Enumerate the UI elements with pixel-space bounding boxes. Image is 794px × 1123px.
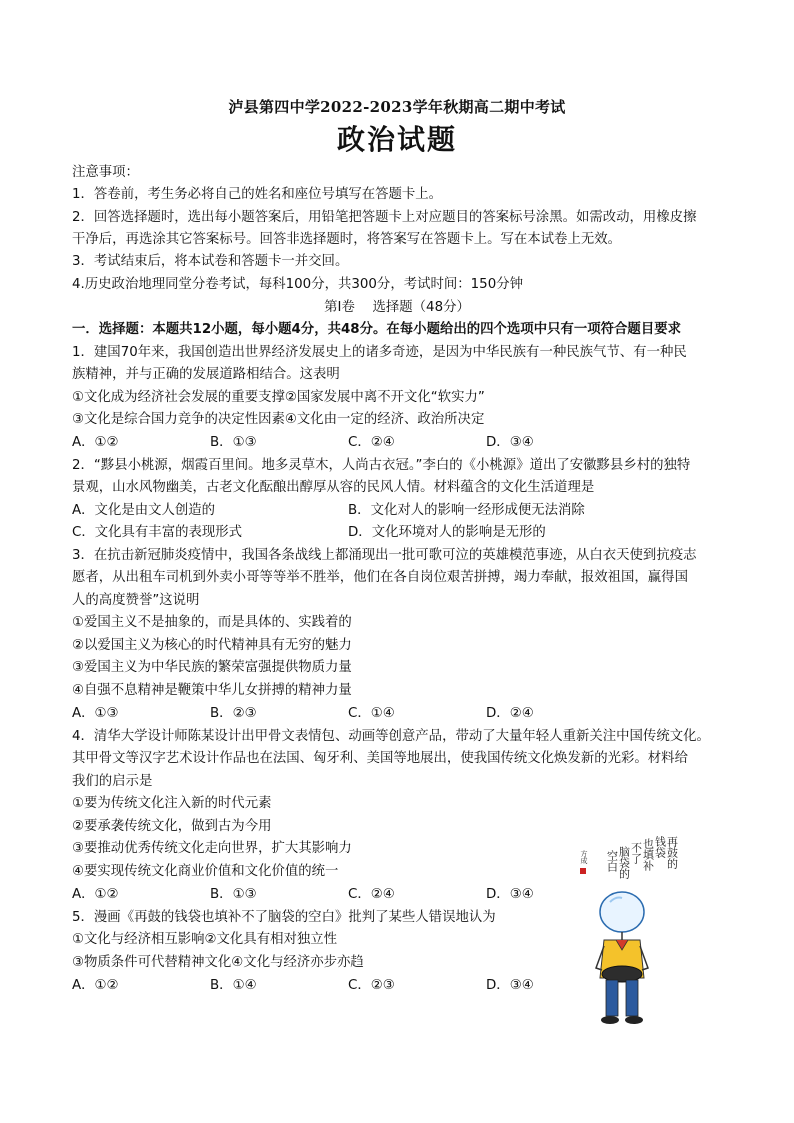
question-3-option-a: A．①③ <box>72 706 119 721</box>
question-5-statement: ③物质条件可代替精神文化④文化与经济亦步亦趋 <box>72 955 364 970</box>
question-5-option-c: C．②③ <box>348 978 395 993</box>
left-shoe <box>601 1016 619 1024</box>
cartoon-caption-column: 不了 <box>629 842 643 864</box>
question-5-option-b: B．①④ <box>210 978 257 993</box>
note-item: 4.历史政治地理同堂分卷考试，每科100分，共300分，考试时间：150分钟 <box>72 277 523 292</box>
money-bag <box>602 966 642 982</box>
question-4-statement: ①要为传统文化注入新的时代元素 <box>72 796 272 811</box>
question-3-text: 3．在抗击新冠肺炎疫情中，我国各条战线上都涌现出一批可歌可泣的英雄模范事迹，从白衣天使到抗疫志 <box>72 548 697 563</box>
question-1-option-c: C．②④ <box>348 435 395 450</box>
question-1-option-b: B．①③ <box>210 435 257 450</box>
question-4-option-a: A．①② <box>72 887 119 902</box>
question-1-statement: ③文化是综合国力竞争的决定性因素④文化由一定的经济、政治所决定 <box>72 412 485 427</box>
question-5-option-a: A．①② <box>72 978 119 993</box>
question-1-option-d: D．③④ <box>486 435 534 450</box>
question-4-text: 4．清华大学设计师陈某设计出甲骨文表情包、动画等创意产品，带动了大量年轻人重新关注中国传统文化。 <box>72 729 710 744</box>
question-4-statement: ③要推动优秀传统文化走向世界，扩大其影响力 <box>72 841 352 856</box>
question-4-text: 其甲骨文等汉字艺术设计作品也在法国、匈牙利、美国等地展出，使我国传统文化焕发新的光彩。材料给 <box>72 751 688 766</box>
right-leg <box>626 980 638 1016</box>
question-1-text: 1．建国70年来，我国创造出世界经济发展史上的诸多奇迹，是因为中华民族有一种民族气节、有一种民 <box>72 345 687 360</box>
question-2-option-a: A．文化是由文人创造的 <box>72 503 216 518</box>
question-3-text: 人的高度赞誉”这说明 <box>72 593 200 608</box>
question-3-statement: ③爱国主义为中华民族的繁荣富强提供物质力量 <box>72 660 352 675</box>
question-2-option-d: D．文化环境对人的影响是无形的 <box>348 525 546 540</box>
question-3-statement: ①爱国主义不是抽象的，而是具体的、实践着的 <box>72 615 352 630</box>
cartoon-caption-column: 也填补 <box>641 838 655 871</box>
question-2-option-b: B．文化对人的影响一经形成便无法消除 <box>348 503 585 518</box>
question-1-text: 族精神，并与正确的发展道路相结合。这表明 <box>72 367 340 382</box>
note-item: 2．回答选择题时，选出每小题答案后，用铅笔把答题卡上对应题目的答案标号涂黑。如需改动，用橡皮擦 <box>72 210 697 225</box>
notes-title: 注意事项： <box>72 165 139 180</box>
question-4-option-b: B．①③ <box>210 887 257 902</box>
question-4-text: 我们的启示是 <box>72 774 153 789</box>
question-4-option-d: D．③④ <box>486 887 534 902</box>
question-2-text: 2．“黟县小桃源，烟霞百里间。地多灵草木，人尚古衣冠。”李白的《小桃源》道出了安徽黟县乡村的独特 <box>72 458 691 473</box>
question-5-text: 5．漫画《再鼓的钱袋也填补不了脑袋的空白》批判了某些人错误地认为 <box>72 910 496 925</box>
question-3-statement: ④自强不息精神是鞭策中华儿女拼搏的精神力量 <box>72 683 352 698</box>
question-3-statement: ②以爱国主义为核心的时代精神具有无穷的魅力 <box>72 638 352 653</box>
cartoon-caption-column: 脑袋的 <box>617 846 631 879</box>
question-3-option-d: D．②④ <box>486 706 534 721</box>
cartoon-illustration <box>560 828 680 1028</box>
cartoon-caption-column: 空白 <box>605 850 619 872</box>
question-4-statement: ②要承袭传统文化，做到古为今用 <box>72 819 272 834</box>
question-3-option-b: B．②③ <box>210 706 257 721</box>
question-3-option-c: C．①④ <box>348 706 395 721</box>
question-1-statement: ①文化成为经济社会发展的重要支撑②国家发展中离不开文化“软实力” <box>72 390 485 405</box>
question-5-option-d: D．③④ <box>486 978 534 993</box>
question-2-option-c: C．文化具有丰富的表现形式 <box>72 525 243 540</box>
right-shoe <box>625 1016 643 1024</box>
section-instruction: 一．选择题：本题共12小题，每小题4分，共48分。在每小题给出的四个选项中只有一项符合题目要求 <box>72 322 681 337</box>
question-5-statement: ①文化与经济相互影响②文化具有相对独立性 <box>72 932 338 947</box>
question-4-option-c: C．②④ <box>348 887 395 902</box>
school-title: 泸县第四中学2022-2023学年秋期高二期中考试 <box>228 98 566 116</box>
note-item: 1．答卷前，考生务必将自己的姓名和座位号填写在答题卡上。 <box>72 187 443 202</box>
cartoon-caption-column: 再鼓的 <box>665 836 679 869</box>
subject-title: 政治试题 <box>336 123 457 156</box>
left-leg <box>606 980 618 1016</box>
section-title: 第Ⅰ卷 选择题（48分） <box>324 300 470 315</box>
note-item: 3．考试结束后，将本试卷和答题卡一并交回。 <box>72 254 349 269</box>
cartoon-caption-column: 钱袋 <box>653 836 667 858</box>
question-1-option-a: A．①② <box>72 435 119 450</box>
cartoon-caption <box>606 835 679 879</box>
seal-stamp <box>580 868 586 874</box>
question-3-text: 愿者，从出租车司机到外卖小哥等等举不胜举，他们在各自岗位艰苦拼搏，竭力奉献，报效祖国，赢得国 <box>72 570 688 585</box>
question-4-statement: ④要实现传统文化商业价值和文化价值的统一 <box>72 864 339 879</box>
question-2-text: 景观，山水风物幽美，古老文化酝酿出醇厚从容的民风人情。材料蕴含的文化生活道理是 <box>72 480 595 495</box>
cartoon-signature: 方成 <box>580 850 588 864</box>
note-item: 干净后，再选涂其它答案标号。回答非选择题时，将答案写在答题卡上。写在本试卷上无效。 <box>72 232 622 247</box>
